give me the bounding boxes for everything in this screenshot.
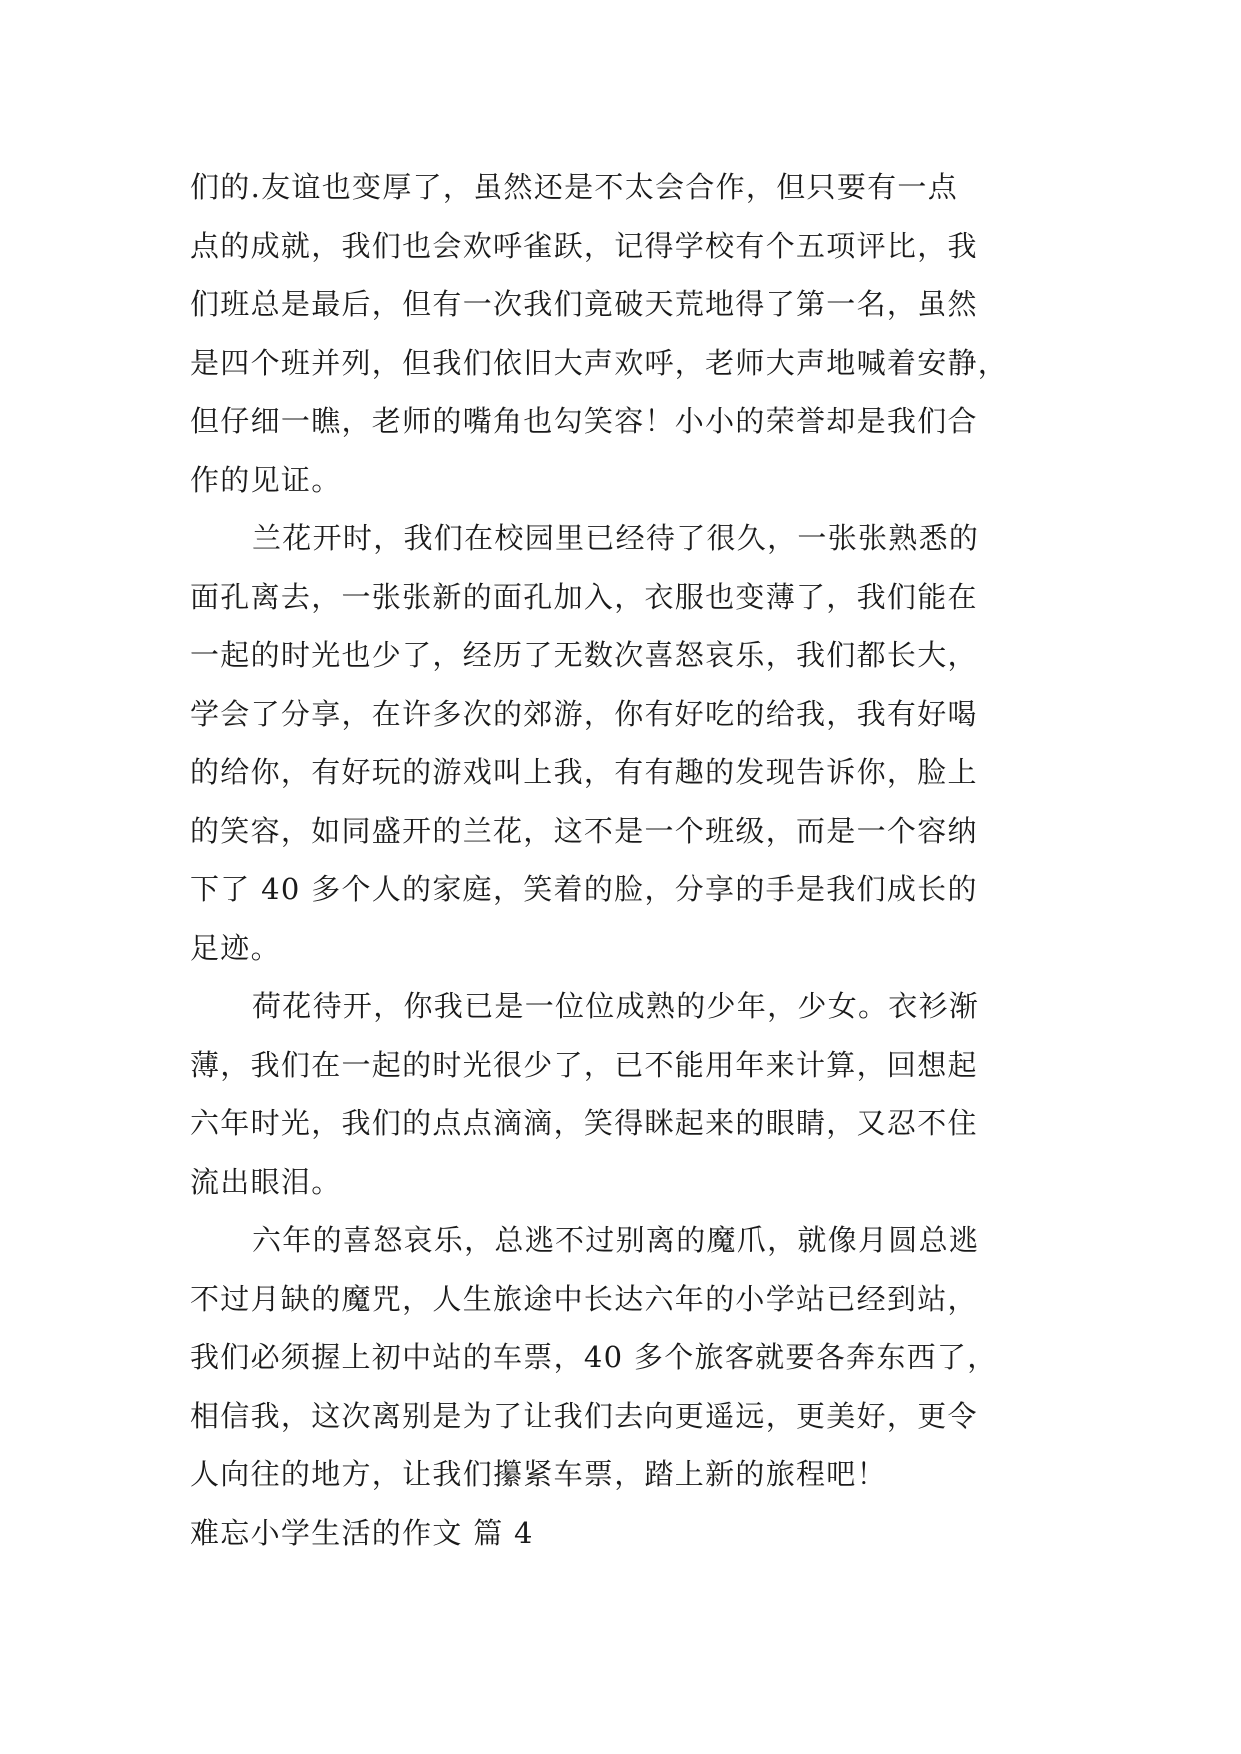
text-line: 但仔细一瞧，老师的嘴角也勾笑容！小小的荣誉却是我们合: [190, 404, 978, 438]
text-line: 我们必须握上初中站的车票，40 多个旅客就要各奔东西了，: [190, 1340, 998, 1374]
text-line: 点的成就，我们也会欢呼雀跃，记得学校有个五项评比，我: [190, 228, 978, 263]
text-line: 们的.友谊也变厚了，虽然还是不太会合作，但只要有一点: [190, 170, 959, 204]
text-line: 不过月缺的魔咒，人生旅途中长达六年的小学站已经到站，: [190, 1281, 978, 1316]
text-line: 薄，我们在一起的时光很少了，已不能用年来计算，回想起: [190, 1047, 978, 1082]
paragraph-1: [190, 158, 1070, 509]
paragraph-3: [190, 977, 1070, 1211]
paragraph-2: [190, 509, 1070, 977]
text-line: 下了 40 多个人的家庭，笑着的脸，分享的手是我们成长的: [190, 872, 978, 906]
text-line: 相信我，这次离别是为了让我们去向更遥远，更美好，更令: [190, 1398, 978, 1433]
paragraph-4: [190, 1211, 1070, 1504]
text-line: 人向往的地方，让我们攥紧车票，踏上新的旅程吧！: [190, 1457, 887, 1491]
text-line: 流出眼泪。: [190, 1164, 342, 1199]
text-line: 的给你，有好玩的游戏叫上我，有有趣的发现告诉你，脸上: [190, 755, 978, 789]
text-line: 六年时光，我们的点点滴滴，笑得眯起来的眼睛，又忍不住: [190, 1106, 978, 1140]
text-line: 荷花待开，你我已是一位位成熟的少年，少女。衣衫渐: [252, 989, 980, 1023]
text-line: 足迹。: [190, 930, 281, 965]
text-line: 一起的时光也少了，经历了无数次喜怒哀乐，我们都长大，: [190, 638, 978, 672]
section-heading: 难忘小学生活的作文 篇 4: [190, 1515, 534, 1550]
text-line: 们班总是最后，但有一次我们竟破天荒地得了第一名，虽然: [190, 287, 978, 321]
text-line: 是四个班并列，但我们依旧大声欢呼，老师大声地喊着安静，: [190, 345, 1009, 380]
text-line: 面孔离去，一张张新的面孔加入，衣服也变薄了，我们能在: [190, 579, 978, 614]
text-line: 学会了分享，在许多次的郊游，你有好吃的给我，我有好喝: [190, 696, 978, 731]
article-body: [190, 158, 1070, 1562]
text-line: 六年的喜怒哀乐，总逃不过别离的魔爪，就像月圆总逃: [252, 1223, 980, 1257]
text-line: 兰花开时，我们在校园里已经待了很久，一张张熟悉的: [252, 521, 980, 555]
text-line: 的笑容，如同盛开的兰花，这不是一个班级，而是一个容纳: [190, 813, 978, 848]
text-line: 作的见证。: [190, 462, 342, 497]
